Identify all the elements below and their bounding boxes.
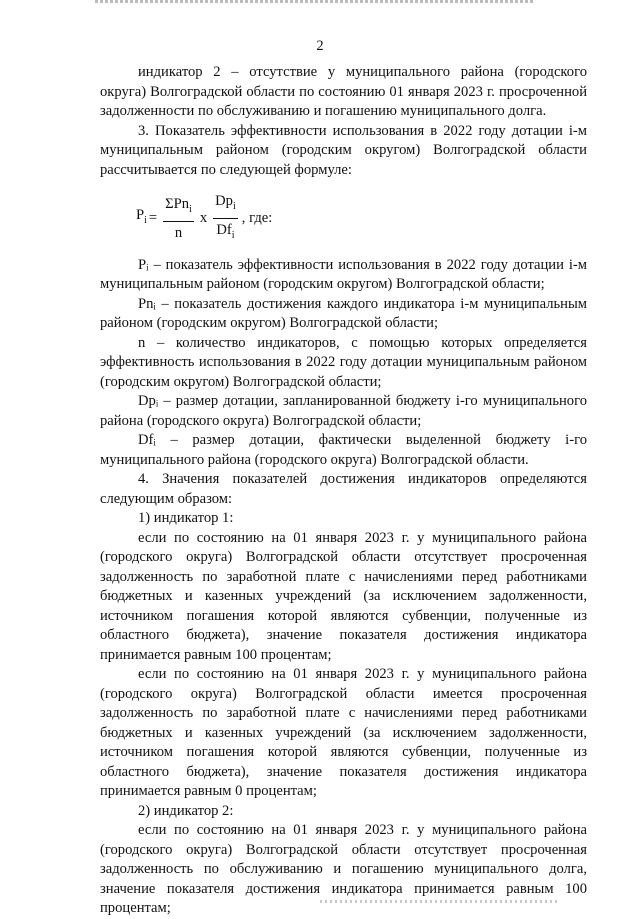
formula-numerator-2: $Dp_i$	[213, 192, 238, 219]
formula-equals: =	[148, 210, 158, 227]
formula-denominator-2: $Df_i$	[216, 221, 235, 241]
indicator-1-case-present: если по состоянию на 01 января 2023 г. у муниципального района (городского округа) Волгоградской области имеется просроченная задолженность по заработной плате с начислениями перед работниками бюджетных и казенных учреждений (за исключением задолженности, источником погашения которой являются субвенции, полученные из областного бюджета), значение показателя достижения индикатора принимается равным 0 процентам;	[100, 666, 587, 800]
definition-dfi: Dfᵢ – размер дотации, фактически выделенной бюджету i-го муниципального района (городского округа) Волгоградской области.	[100, 432, 587, 468]
indicator-1-case-absent: если по состоянию на 01 января 2023 г. у муниципального района (городского округа) Волгоградской области отсутствует просроченная задолженность по заработной плате с начислениями перед работниками бюджетных и казенных учреждений (за исключением задолженности, источником погашения которой являются субвенции, полученные из областного бюджета), значение показателя достижения индикатора принимается равным 100 процентам;	[100, 529, 587, 663]
document-body	[100, 63, 587, 919]
scan-bottom-line	[320, 900, 560, 903]
formula-numerator-1: ΣPn$_i$	[163, 195, 194, 222]
page-number: 2	[316, 38, 324, 54]
indicator-2-case-absent: если по состоянию на 01 января 2023 г. у муниципального района (городского округа) Волгоградской области отсутствует просроченная задолженность по обслуживанию и погашению муниципального долга, значение показателя достижения индикатора принимается равным 100 процентам;	[100, 822, 587, 917]
formula-fraction-2	[213, 192, 238, 245]
efficiency-formula	[136, 192, 587, 245]
paragraph-indicator-2-text: индикатор 2 – отсутствие у муниципального района (городского округа) Волгоградской области по состоянию 01 января 2023 г. просроченной задолженности по обслуживанию и погашению муниципального долга.	[100, 64, 587, 119]
scan-top-line	[95, 0, 535, 3]
definition-pi: Pᵢ – показатель эффективности использования в 2022 году дотации i-м муниципальным районом (городским округом) Волгоградской области;	[100, 256, 587, 293]
indicator-1-heading: 1) индикатор 1:	[138, 510, 234, 527]
formula-lhs: $P_i$	[136, 207, 147, 227]
formula-denominator-1: n	[174, 224, 183, 241]
definition-n: n – количество индикаторов, с помощью которых определяется эффективность использования в 2022 году дотации муниципальным районом (городским округом) Волгоградской области;	[100, 334, 587, 390]
formula-fraction-1	[163, 195, 194, 242]
formula-tail: , где:	[241, 210, 273, 227]
definition-dpi: Dpᵢ – размер дотации, запланированной бюджету i-го муниципального района (городского округа) Волгоградской области;	[100, 393, 587, 429]
definition-pni: Pnᵢ – показатель достижения каждого индикатора i-м муниципальным районом (городским округом) Волгоградской области;	[100, 295, 587, 332]
formula-times: x	[199, 210, 208, 227]
indicator-2-heading: 2) индикатор 2:	[138, 802, 234, 819]
paragraph-point-3: 3. Показатель эффективности использования в 2022 году дотации i-м муниципальным районом (городским округом) Волгоградской области рассчитывается по следующей формуле:	[100, 122, 587, 178]
paragraph-point-4: 4. Значения показателей достижения индикаторов определяются следующим образом:	[100, 471, 587, 507]
